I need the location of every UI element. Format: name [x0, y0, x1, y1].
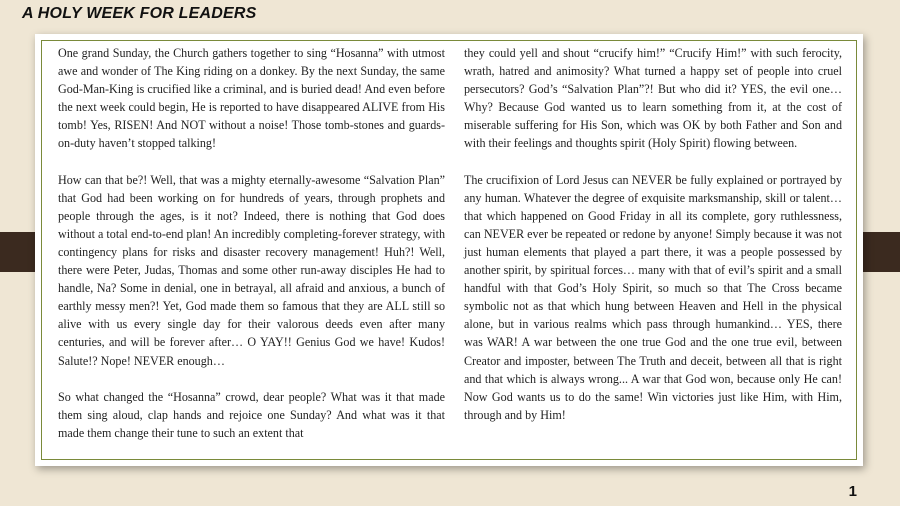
- paragraph: One grand Sunday, the Church gathers together to sing “Hosanna” with utmost awe and wonder of The King riding on a donkey. By the next Sunday, the same God-Man-King is crucified like a criminal, and is buried dead! And even before the next week could begin, He is reported to have disappeared ALIVE from His tomb! Yes, RISEN! And NOT without a noise! Those tomb-stones and guards-on-duty haven’t stopped talking!: [58, 46, 445, 151]
- page-number: 1: [848, 483, 857, 500]
- right-decorative-band: [860, 232, 900, 272]
- paragraph: How can that be?! Well, that was a mighty eternally-awesome “Salvation Plan” that God had been working on for hundreds of years, through prophets and people through the ages, is it not? Indeed, there is nothing that God does without a total end-to-end plan! An incredibly completing-forever strategy, with contingency plans for risks and disaster recovery management! Huh?! Well, there were Peter, Judas, Thomas and some other run-away disciples He had to handle, Na? Some in denial, one in betrayal, all afraid and anxious, a bunch of earthly messy men?! Yet, God made them so famous that they are ALL still so alive with us every single day for their valorous deeds even after many centuries, and will be forever after… O YAY!! Genius God we have! Kudos! Salute!? Nope! NEVER enough…: [58, 172, 445, 368]
- left-text-column: [58, 44, 445, 460]
- paragraph: they could yell and shout “crucify him!” “Crucify Him!” with such ferocity, wrath, hatred and animosity? What turned a happy set of people into cruel persecutors? God’s “Salvation Plan”?! But who did it? YES, the evil one… Why? Because God wanted us to learn something from it, at the cost of miserable suffering for His Son, which was OK by both Father and Son and with their feelings and thoughts spirit (Holy Spirit) flowing between.: [464, 46, 842, 151]
- right-text-column: [464, 44, 842, 442]
- paragraph: The crucifixion of Lord Jesus can NEVER be fully explained or portrayed by any human. Whatever the degree of exquisite marksmanship, skill or talent… that which happened on Good Friday in all its complete, gory ruthlessness, can NEVER ever be repeated or redone by anyone! Simply because it was not just human elements that played a part there, it was a people possessed by another spirit, by spiritual forces… many with that of evil’s spirit and a small handful with that God’s Holy Spirit, so much so that The Cross became symbolic not as that which hung between Heaven and Hell in the physical alone, but in various realms which pass through humankind… YES, there was WAR! A war between the one true God and the one true evil, between Creator and imposter, between The Truth and deceit, between all that is right and that which is always wrong... A war that God won, because only He can! Now God wants us to do the same! Win victories just like Him, with Him, through and by Him!: [464, 172, 842, 422]
- article-card: [35, 34, 863, 466]
- left-decorative-band: [0, 232, 40, 272]
- paragraph: So what changed the “Hosanna” crowd, dear people? What was it that made them sing aloud, clap hands and rejoice one Sunday? And what was it that made them change their tune to such an extent that: [58, 389, 445, 440]
- page-title: A HOLY WEEK FOR LEADERS: [22, 5, 257, 22]
